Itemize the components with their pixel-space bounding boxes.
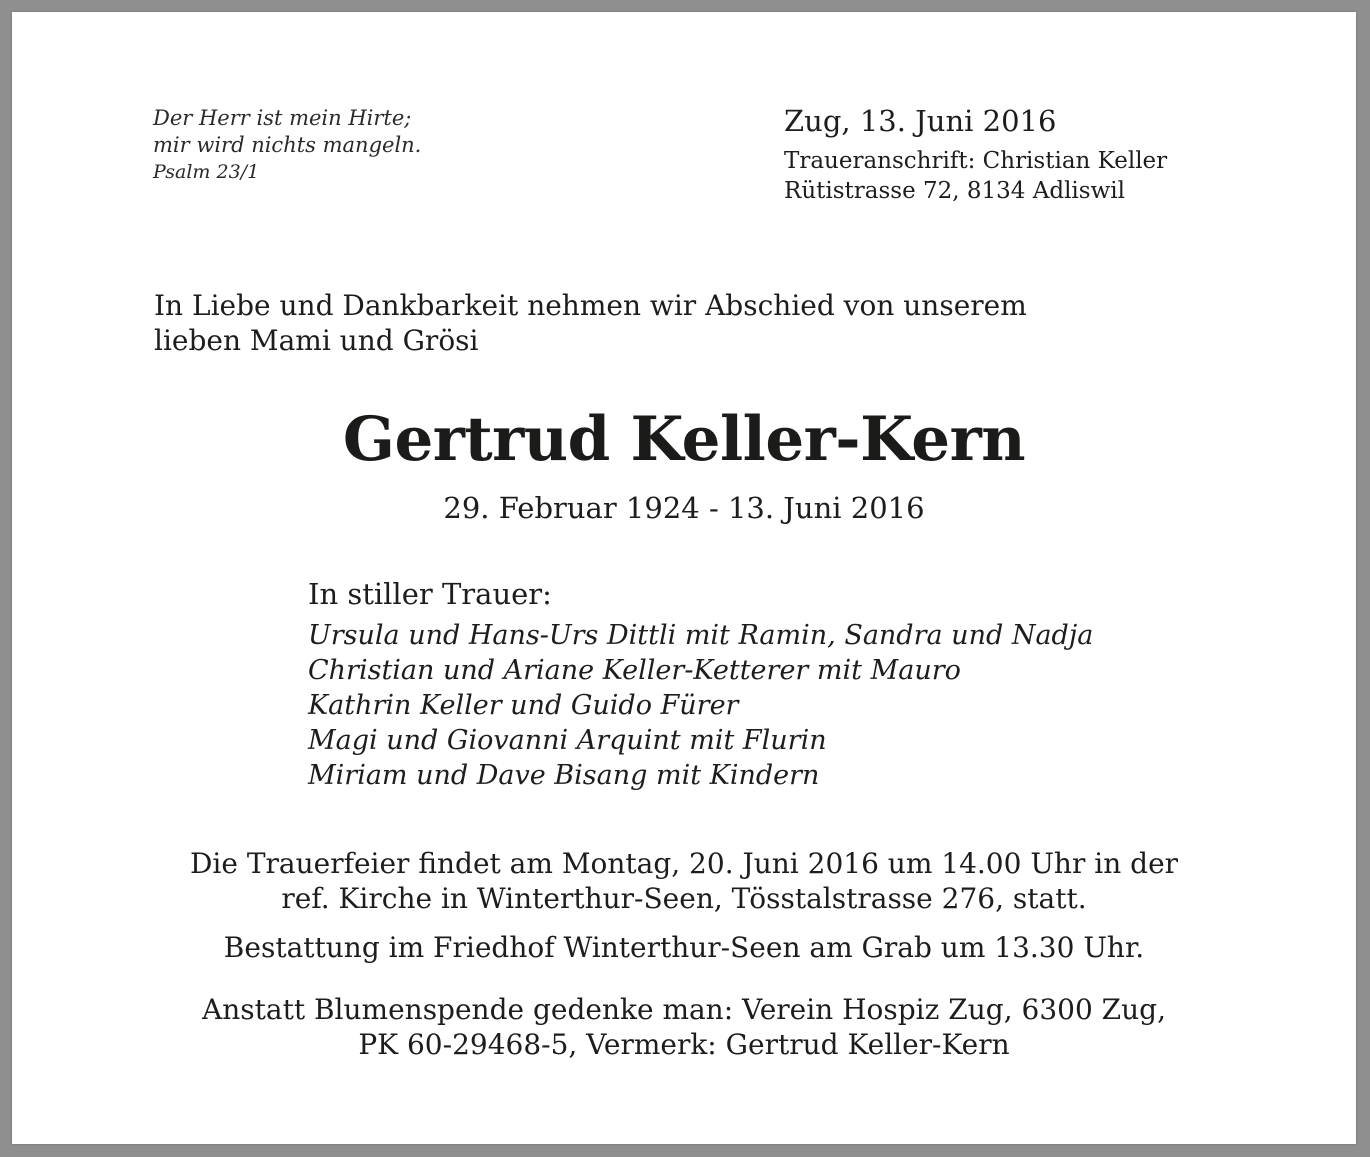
psalm-line-1: Der Herr ist mein Hirte;: [153, 106, 412, 130]
donation-line-2: PK 60-29468-5, Vermerk: Gertrud Keller-Kern: [358, 1028, 1010, 1061]
obituary-page: [12, 12, 1356, 1144]
intro-text: [154, 288, 1027, 358]
mourners-list: [308, 618, 1093, 793]
mourning-address: [784, 146, 1167, 206]
mourning-label: In stiller Trauer:: [308, 577, 552, 611]
psalm-line-2: mir wird nichts mangeln.: [153, 133, 422, 157]
service-info: [12, 846, 1356, 916]
psalm-reference: Psalm 23/1: [153, 161, 260, 183]
donation-line-1: Anstatt Blumenspende gedenke man: Verein Hospiz Zug, 6300 Zug,: [202, 993, 1166, 1026]
burial-line-1: Bestattung im Friedhof Winterthur-Seen am Grab um 13.30 Uhr.: [223, 931, 1145, 964]
service-line-1: Die Trauerfeier findet am Montag, 20. Juni 2016 um 14.00 Uhr in der: [189, 847, 1179, 880]
deceased-name: Gertrud Keller-Kern: [342, 404, 1026, 475]
burial-info: [12, 930, 1356, 965]
place-date: Zug, 13. Juni 2016: [784, 104, 1057, 138]
address-line-2: Rütistrasse 72, 8134 Adliswil: [784, 178, 1125, 204]
mourner-line: Ursula und Hans-Urs Dittli mit Ramin, Sandra und Nadja: [308, 620, 1094, 651]
deceased-lifespan: 29. Februar 1924 - 13. Juni 2016: [443, 491, 925, 525]
mourner-line: Miriam und Dave Bisang mit Kindern: [308, 760, 820, 791]
mourner-line: Kathrin Keller und Guido Fürer: [308, 690, 739, 721]
intro-line-1: In Liebe und Dankbarkeit nehmen wir Abschied von unserem: [154, 289, 1027, 322]
mourner-line: Christian und Ariane Keller-Ketterer mit Mauro: [308, 655, 961, 686]
intro-line-2: lieben Mami und Grösi: [154, 324, 479, 357]
address-line-1: Traueranschrift: Christian Keller: [784, 148, 1168, 174]
psalm-quote: [153, 105, 421, 186]
service-line-2: ref. Kirche in Winterthur-Seen, Tösstalstrasse 276, statt.: [281, 882, 1087, 915]
donation-info: [12, 992, 1356, 1062]
mourner-line: Magi und Giovanni Arquint mit Flurin: [308, 725, 827, 756]
